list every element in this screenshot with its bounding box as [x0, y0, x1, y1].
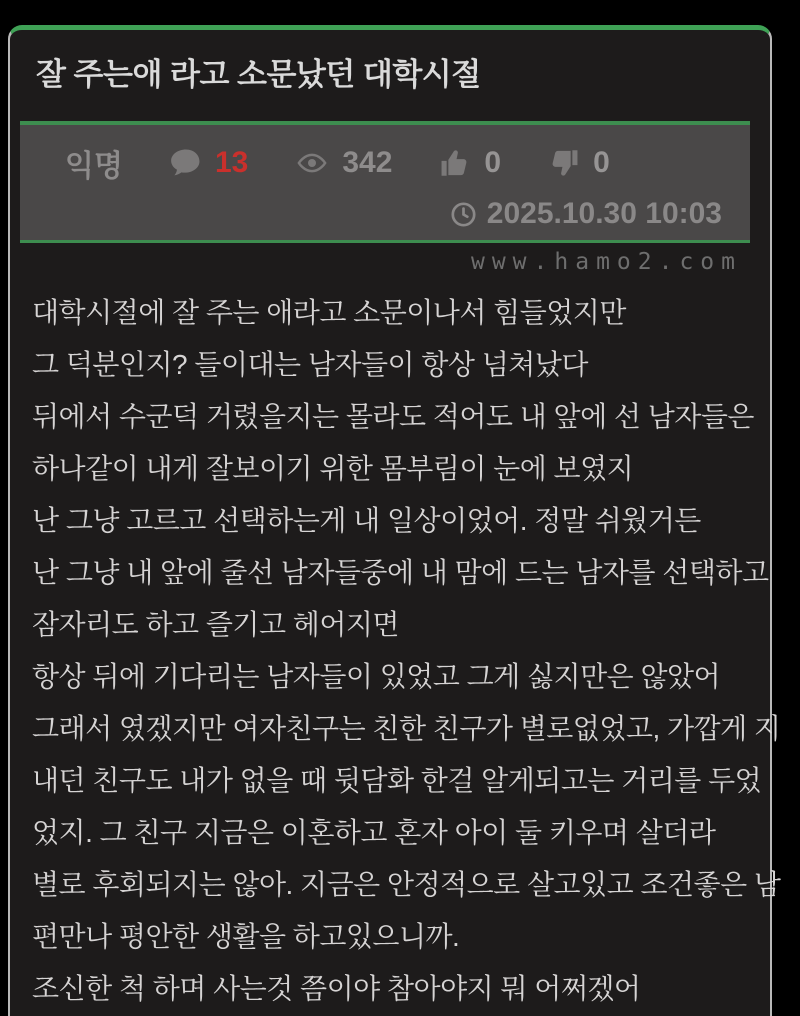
dislikes-stat	[547, 146, 610, 180]
eye-icon	[294, 148, 330, 178]
body-line: 었지. 그 친구 지금은 이혼하고 혼자 아이 둘 키우며 살더라	[32, 817, 716, 848]
views-count: 342	[342, 146, 393, 179]
meta-time-row	[65, 197, 725, 231]
comments-stat	[169, 146, 248, 180]
body-line: 내던 친구도 내가 없을 때 뒷담화 한걸 알게되고는 거리를 두었	[32, 765, 762, 796]
dislikes-count: 0	[593, 146, 610, 179]
body-line: 잠자리도 하고 즐기고 헤어지면	[32, 609, 399, 640]
body-line: 그래서 였겠지만 여자친구는 친한 친구가 별로없었고, 가깝게 지	[32, 713, 781, 744]
post-timestamp: 2025.10.30 10:03	[486, 197, 722, 230]
post-body	[32, 287, 781, 1015]
body-line: 난 그냥 고르고 선택하는게 내 일상이었어. 정말 쉬웠거든	[32, 505, 701, 536]
watermark: www.hamo2.com	[470, 249, 742, 275]
body-line: 뒤에서 수군덕 거렸을지는 몰라도 적어도 내 앞에 선 남자들은	[32, 401, 754, 432]
meta-stats-row	[65, 141, 725, 185]
body-line: 별로 후회되지는 않아. 지금은 안정적으로 살고있고 조건좋은 남	[32, 869, 781, 900]
meta-bar	[20, 121, 750, 243]
body-line: 하나같이 내게 잘보이기 위한 몸부림이 눈에 보였지	[32, 453, 634, 484]
clock-icon	[450, 201, 477, 228]
comments-count: 13	[214, 146, 249, 179]
author-label: 익명	[65, 150, 123, 183]
speech-bubble-icon	[169, 146, 203, 180]
post-title: 잘 주는애 라고 소문났던 대학시절	[36, 57, 481, 92]
thumbs-up-icon	[438, 146, 472, 180]
thumbs-down-icon	[547, 146, 581, 180]
body-line: 조신한 척 하며 사는것 쯤이야 참아야지 뭐 어쩌겠어	[32, 973, 641, 1004]
body-line: 편만나 평안한 생활을 하고있으니까.	[32, 921, 460, 952]
post-card	[8, 25, 781, 1016]
body-line: 난 그냥 내 앞에 줄선 남자들중에 내 맘에 드는 남자를 선택하고	[32, 557, 769, 588]
body-line: 그 덕분인지? 들이대는 남자들이 항상 넘쳐났다	[32, 349, 588, 380]
body-line: 항상 뒤에 기다리는 남자들이 있었고 그게 싫지만은 않았어	[32, 661, 721, 692]
likes-count: 0	[484, 146, 502, 179]
views-stat	[294, 146, 392, 180]
body-line: 대학시절에 잘 주는 애라고 소문이나서 힘들었지만	[32, 297, 626, 328]
likes-stat	[438, 146, 501, 180]
